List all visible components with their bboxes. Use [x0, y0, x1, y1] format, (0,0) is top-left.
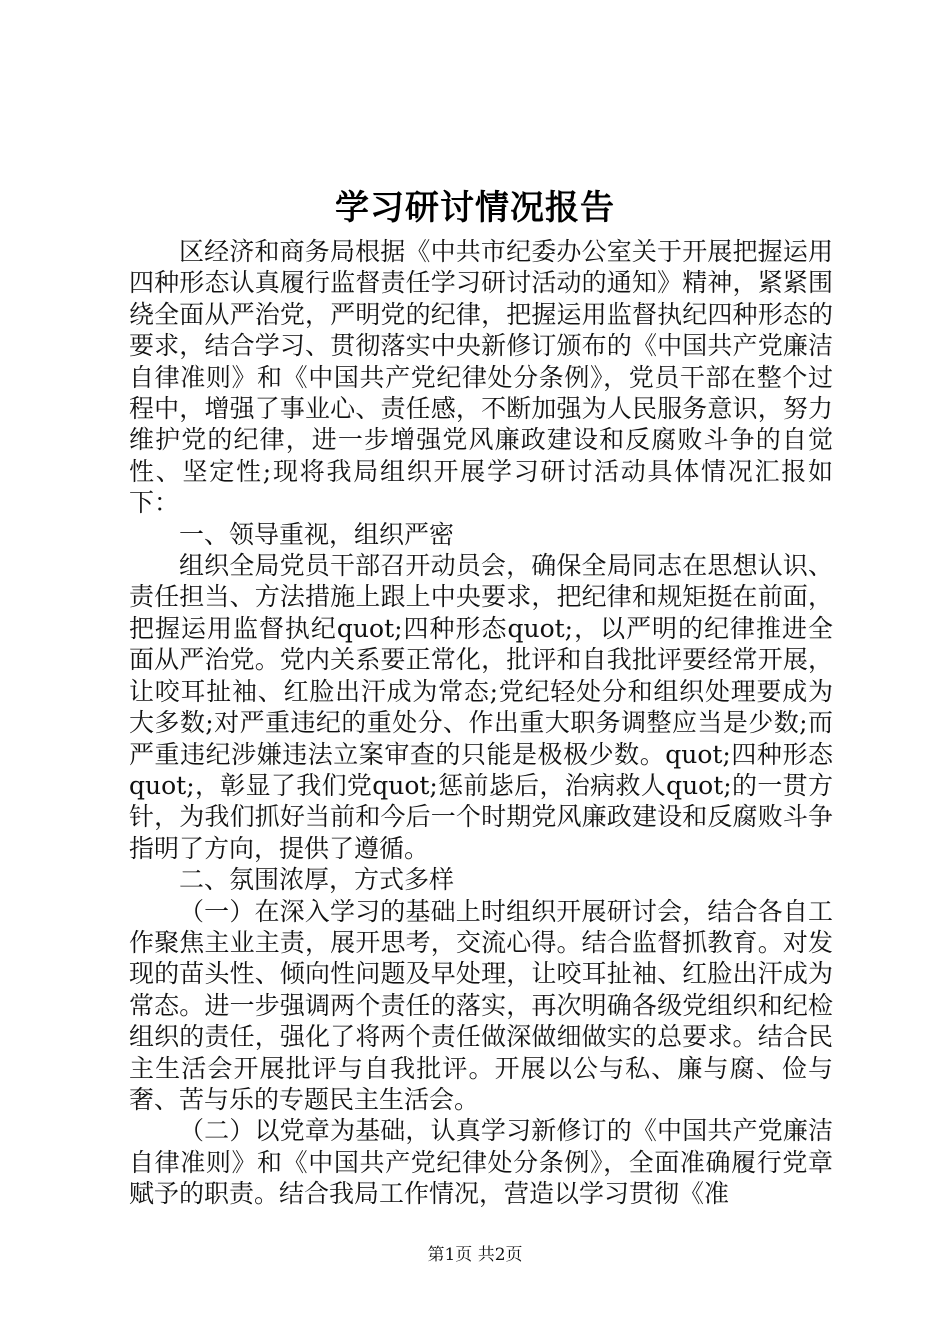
section-1-paragraph: 组织全局党员干部召开动员会，确保全局同志在思想认识、责任担当、方法措施上跟上中央要求，把纪律和规矩挺在前面，把握运用监督执纪quot;四种形态quot;，以严明的纪律推进全面从严治党。党内关系要正常化，批评和自我批评要经常开展，让咬耳扯袖、红脸出汗成为常态;党纪轻处分和组织处理要成为大多数;对严重违纪的重处分、作出重大职务调整应当是少数;而严重违纪涉嫌违法立案审查的只能是极极少数。quot;四种形态quot;，彰显了我们党quot;惩前毖后，治病救人quot;的一贯方针，为我们抓好当前和今后一个时期党风廉政建设和反腐败斗争指明了方向，提供了遵循。 — [129, 551, 833, 863]
page-footer: 第1页 共2页 — [427, 1245, 523, 1265]
intro-paragraph: 区经济和商务局根据《中共市纪委办公室关于开展把握运用四种形态认真履行监督责任学习研讨活动的通知》精神，紧紧围绕全面从严治党，严明党的纪律，把握运用监督执纪四种形态的要求，结合学习、贯彻落实中央新修订颁布的《中国共产党廉洁自律准则》和《中国共产党纪律处分条例》，党员干部在整个过程中，增强了事业心、责任感，不断加强为人民服务意识，努力维护党的纪律，进一步增强党风廉政建设和反腐败斗争的自觉性、坚定性;现将我局组织开展学习研讨活动具体情况汇报如下： — [129, 237, 833, 518]
document-body — [129, 236, 833, 1210]
section-heading-2: 二、氛围浓厚，方式多样 — [179, 865, 455, 895]
section-2-paragraph-2: （二）以党章为基础，认真学习新修订的《中国共产党廉洁自律准则》和《中国共产党纪律处分条例》，全面准确履行党章赋予的职责。结合我局工作情况，营造以学习贯彻《准 — [129, 1116, 833, 1209]
section-2-paragraph-1: （一）在深入学习的基础上时组织开展研讨会，结合各自工作聚焦主业主责，展开思考，交流心得。结合监督抓教育。对发现的苗头性、倾向性问题及早处理，让咬耳扯袖、红脸出汗成为常态。进一步强调两个责任的落实，再次明确各级党组织和纪检组织的责任，强化了将两个责任做深做细做实的总要求。结合民主生活会开展批评与自我批评。开展以公与私、廉与腐、俭与奢、苦与乐的专题民主生活会。 — [129, 896, 833, 1114]
section-heading-1: 一、领导重视，组织严密 — [179, 519, 455, 549]
document-title: 学习研讨情况报告 — [335, 188, 615, 228]
